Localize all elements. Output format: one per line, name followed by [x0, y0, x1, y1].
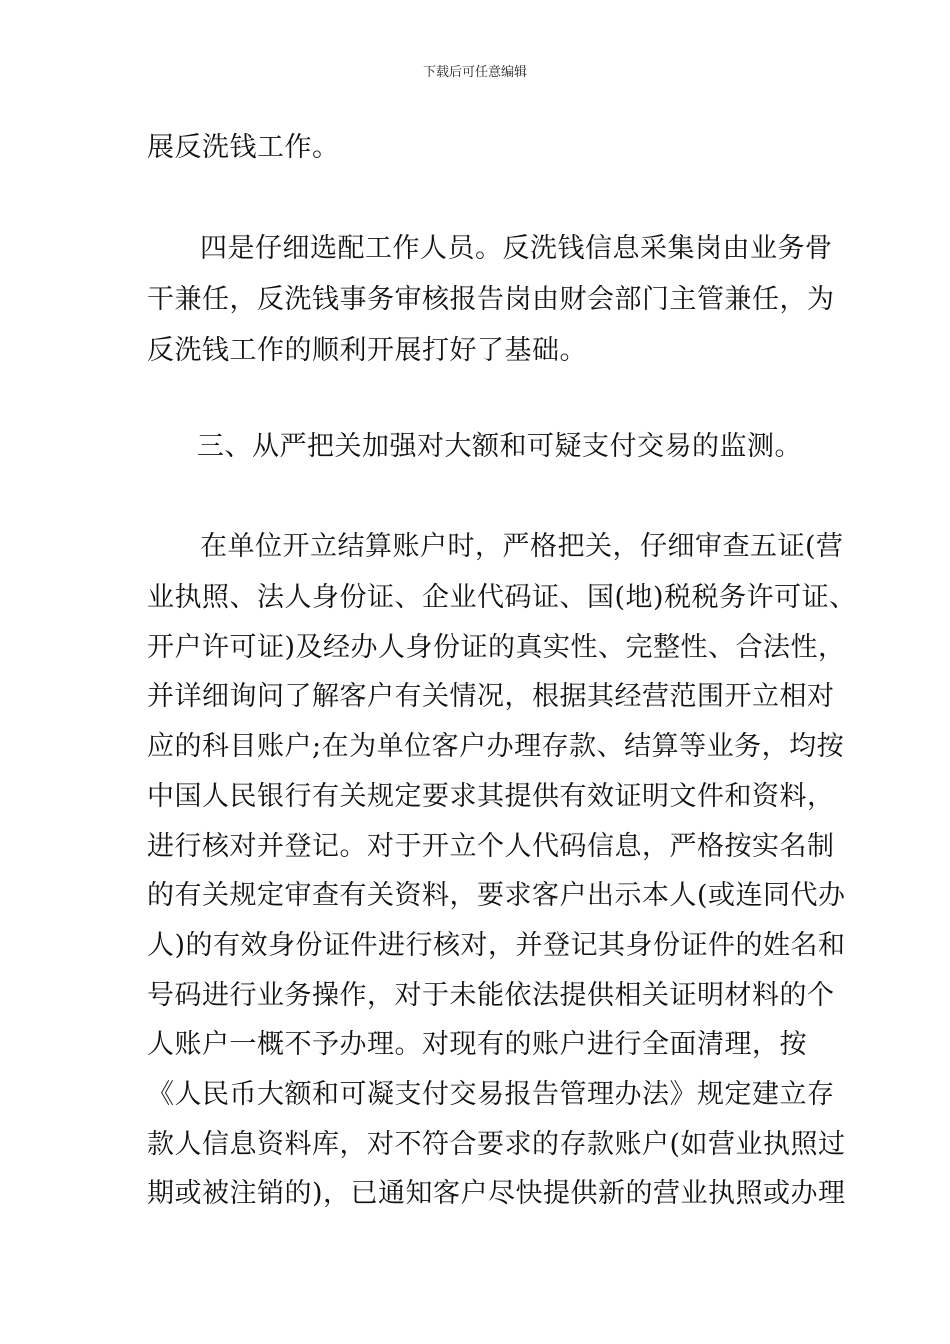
text-line: 的有关规定审查有关资料，要求客户出示本人(或连同代办	[147, 880, 846, 911]
text-line: 号码进行业务操作，对于未能依法提供相关证明材料的个	[147, 980, 835, 1011]
text-line: 款人信息资料库，对不符合要求的存款账户(如营业执照过	[147, 1129, 846, 1160]
text-line: 人账户一概不予办理。对现有的账户进行全面清理，按	[147, 1029, 807, 1060]
text-line: 业执照、法人身份证、企业代码证、国(地)税税务许可证、	[147, 582, 857, 613]
text-line: 四是仔细选配工作人员。反洗钱信息采集岗由业务骨	[200, 233, 833, 264]
text-line: 期或被注销的)，已通知客户尽快提供新的营业执照或办理	[147, 1178, 846, 1209]
text-line: 《人民币大额和可凝支付交易报告管理办法》规定建立存	[147, 1079, 835, 1110]
page-header: 下载后可任意编辑	[422, 65, 527, 80]
text-line: 中国人民银行有关规定要求其提供有效证明文件和资料，	[147, 781, 835, 812]
text-line: 开户许可证)及经办人身份证的真实性、完整性、合法性，	[147, 632, 846, 663]
text-line: 进行核对并登记。对于开立个人代码信息，严格按实名制	[147, 831, 835, 862]
text-line: 反洗钱工作的顺利开展打好了基础。	[147, 335, 587, 366]
text-line: 三、从严把关加强对大额和可疑支付交易的监测。	[197, 431, 802, 462]
text-line: 在单位开立结算账户时，严格把关，仔细审查五证(营	[200, 531, 844, 562]
text-line: 展反洗钱工作。	[147, 132, 340, 163]
text-line: 人)的有效身份证件进行核对，并登记其身份证件的姓名和	[147, 930, 846, 961]
text-line: 并详细询问了解客户有关情况，根据其经营范围开立相对	[147, 681, 835, 712]
text-line: 干兼任，反洗钱事务审核报告岗由财会部门主管兼任，为	[147, 284, 835, 315]
text-line: 应的科目账户;在为单位客户办理存款、结算等业务，均按	[147, 731, 845, 762]
